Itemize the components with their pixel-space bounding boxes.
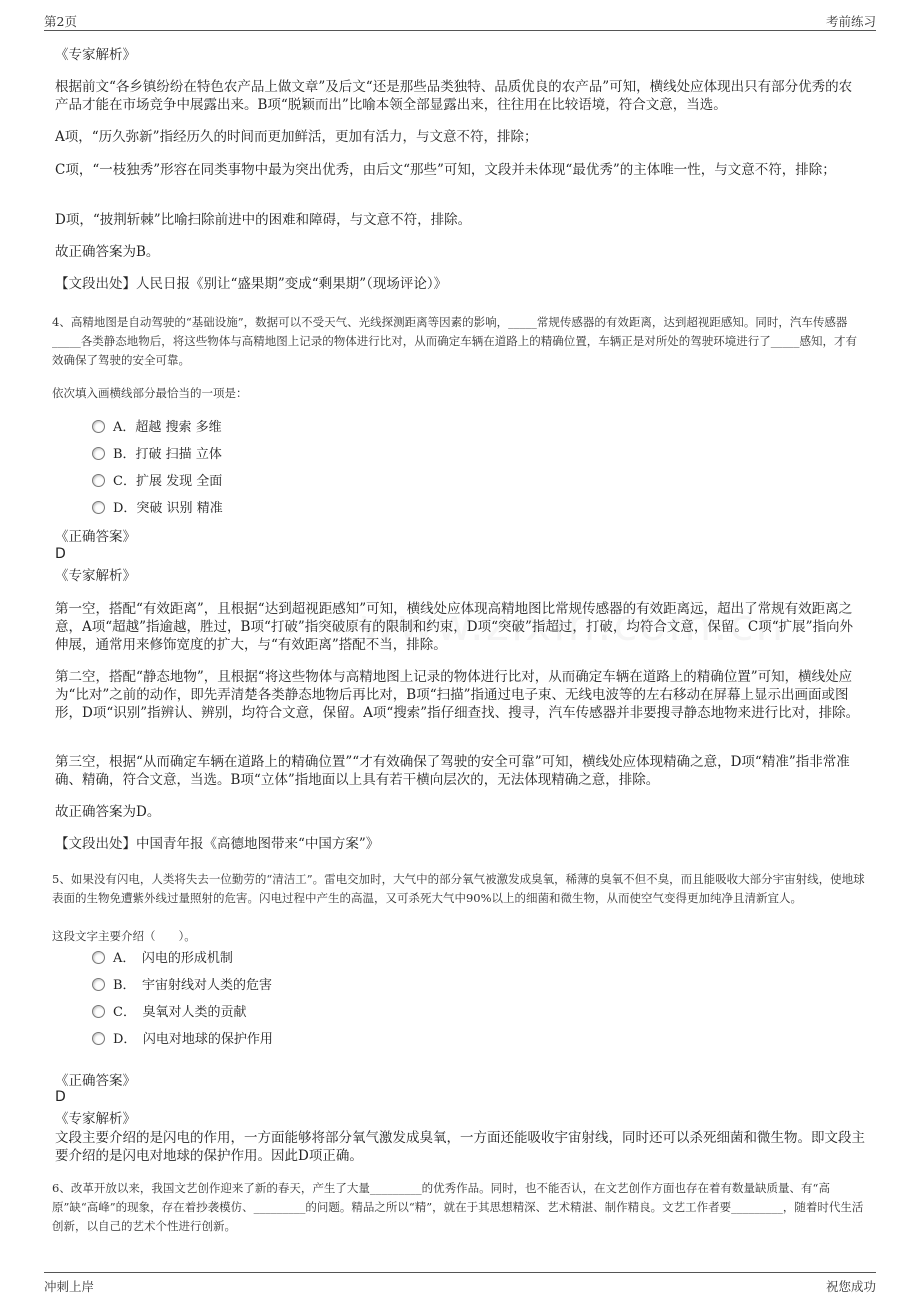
- option-c[interactable]: [92, 1003, 246, 1023]
- radio-icon[interactable]: [92, 951, 105, 964]
- option-d[interactable]: [92, 499, 223, 519]
- radio-icon[interactable]: [92, 474, 105, 487]
- option-label: A． 闪电的形成机制: [113, 951, 233, 966]
- option-label: D．突破 识别 精准: [113, 501, 223, 516]
- analysis-label: 《专家解析》: [55, 1111, 136, 1127]
- option-label: B． 宇宙射线对人类的危害: [113, 978, 273, 993]
- radio-icon[interactable]: [92, 1005, 105, 1018]
- option-label: B．打破 扫描 立体: [113, 447, 222, 462]
- analysis-label: 《专家解析》: [55, 568, 136, 584]
- question-5-prompt: 这段文字主要介绍（ ）。: [52, 929, 196, 943]
- conclusion: 故正确答案为D。: [55, 804, 161, 820]
- radio-icon[interactable]: [92, 1032, 105, 1045]
- option-a[interactable]: [92, 949, 233, 969]
- option-label: D． 闪电对地球的保护作用: [113, 1032, 273, 1047]
- analysis-label: 《专家解析》: [55, 47, 136, 63]
- answer-label: 《正确答案》: [55, 529, 136, 545]
- analysis-paragraph: 第三空，根据“从而确定车辆在道路上的精确位置”“才有效确保了驾驶的安全可靠”可知，横线处应体现精确之意，D项“精准”指非常准确、精确，符合文意，当选。B项“立体”指地面以上具有若干横向层次的，无法体现精确之意，排除。: [55, 754, 850, 788]
- radio-icon[interactable]: [92, 420, 105, 433]
- header-title: 考前练习: [825, 14, 876, 29]
- question-4-prompt: 依次填入画横线部分最恰当的一项是：: [52, 386, 248, 400]
- option-b[interactable]: [92, 976, 272, 996]
- analysis-paragraph: 文段主要介绍的是闪电的作用，一方面能够将部分氧气激发成臭氧，一方面还能吸收宇宙射线，同时还可以杀死细菌和微生物。即文段主要介绍的是闪电对地球的保护作用。因此D项正确。: [55, 1130, 865, 1164]
- question-5-stem: 5、如果没有闪电，人类将失去一位勤劳的“清洁工”。雷电交加时，大气中的部分氧气被激发成臭氧，稀薄的臭氧不但不臭，而且能吸收大部分宇宙射线，使地球表面的生物免遭紫外线过量照射的危害。闪电过程中产生的高温，又可杀死大气中90%以上的细菌和微生物，从而使空气变得更加纯净且清新宜人。: [52, 872, 865, 905]
- page-number: 第2页: [44, 14, 77, 29]
- footer-left: 冲刺上岸: [44, 1279, 95, 1294]
- conclusion: 故正确答案为B。: [55, 244, 160, 260]
- correct-answer: D: [55, 1089, 66, 1105]
- radio-icon[interactable]: [92, 501, 105, 514]
- source-citation: 【文段出处】中国青年报《高德地图带来“中国方案”》: [55, 836, 380, 852]
- option-label: C．扩展 发现 全面: [113, 474, 223, 489]
- option-d[interactable]: [92, 1030, 273, 1050]
- footer-right: 祝您成功: [825, 1279, 876, 1294]
- option-label: A．超越 搜索 多维: [113, 420, 222, 435]
- analysis-paragraph: 第二空，搭配“静态地物”，且根据“将这些物体与高精地图上记录的物体进行比对，从而确定车辆在道路上的精确位置”可知，横线处应为“比对”之前的动作，即先弄清楚各类静态地物后再比对，B项“扫描”指通过电子束、无线电波等的左右移动在屏幕上显示出画面或图形，D项“识别”指辨认、辨别，均符合文意，保留。A项“搜索”指仔细查找、搜寻，汽车传感器并非要搜寻静态地物来进行比对，排除。: [55, 669, 860, 721]
- analysis-paragraph: A项，“历久弥新”指经历久的时间而更加鲜活，更加有活力，与文意不符，排除；: [55, 129, 538, 145]
- question-6-stem: 6、改革开放以来，我国文艺创作迎来了新的春天，产生了大量_________的优秀作品。同时，也不能否认，在文艺创作方面也存在着有数量缺质量、有“高原”缺“高峰”的现象，存在着抄袭模仿、_________的问题。精品之所以“精”，就在于其思想精深、艺术精湛、制作精良。文艺工作者要_________，随着时代生活创新，以自己的艺术个性进行创新。: [52, 1181, 864, 1233]
- page-footer: [44, 1272, 876, 1297]
- analysis-paragraph: 第一空，搭配“有效距离”，且根据“达到超视距感知”可知，横线处应体现高精地图比常规传感器的有效距离远，超出了常规有效距离之意，A项“超越”指逾越，胜过，B项“打破”指突破原有的限制和约束，D项“突破”指超过，打破，均符合文意，保留。C项“扩展”指向外伸展，通常用来修饰宽度的扩大，与“有效距离”搭配不当，排除。: [55, 601, 854, 653]
- option-b[interactable]: [92, 445, 222, 465]
- question-4-stem: 4、高精地图是自动驾驶的“基础设施”，数据可以不受天气、光线探测距离等因素的影响，_____常规传感器的有效距离，达到超视距感知。同时，汽车传感器_____各类静态地物后，将这些物体与高精地图上记录的物体进行比对，从而确定车辆在道路上的精确位置，车辆正是对所处的驾驶环境进行了_____感知，才有效确保了驾驶的安全可靠。: [52, 315, 857, 367]
- correct-answer: D: [55, 546, 66, 562]
- analysis-paragraph: 根据前文“各乡镇纷纷在特色农产品上做文章”及后文“还是那些品类独特、品质优良的农产品”可知，横线处应体现出只有部分优秀的农产品才能在市场竞争中展露出来。B项“脱颖而出”比喻本领全部显露出来，往往用在比较语境，符合文意，当选。: [55, 79, 853, 113]
- radio-icon[interactable]: [92, 978, 105, 991]
- page-header: [44, 10, 876, 31]
- option-a[interactable]: [92, 418, 222, 438]
- option-label: C． 臭氧对人类的贡献: [113, 1005, 247, 1020]
- radio-icon[interactable]: [92, 447, 105, 460]
- source-citation: 【文段出处】人民日报《别让“盛果期”变成“剩果期”（现场评论）》: [55, 276, 448, 292]
- analysis-paragraph: D项，“披荆斩棘”比喻扫除前进中的困难和障碍，与文意不符，排除。: [55, 212, 472, 228]
- answer-label: 《正确答案》: [55, 1073, 136, 1089]
- option-c[interactable]: [92, 472, 222, 492]
- analysis-paragraph: C项，“一枝独秀”形容在同类事物中最为突出优秀，由后文“那些”可知，文段并未体现“最优秀”的主体唯一性，与文意不符，排除；: [55, 162, 836, 178]
